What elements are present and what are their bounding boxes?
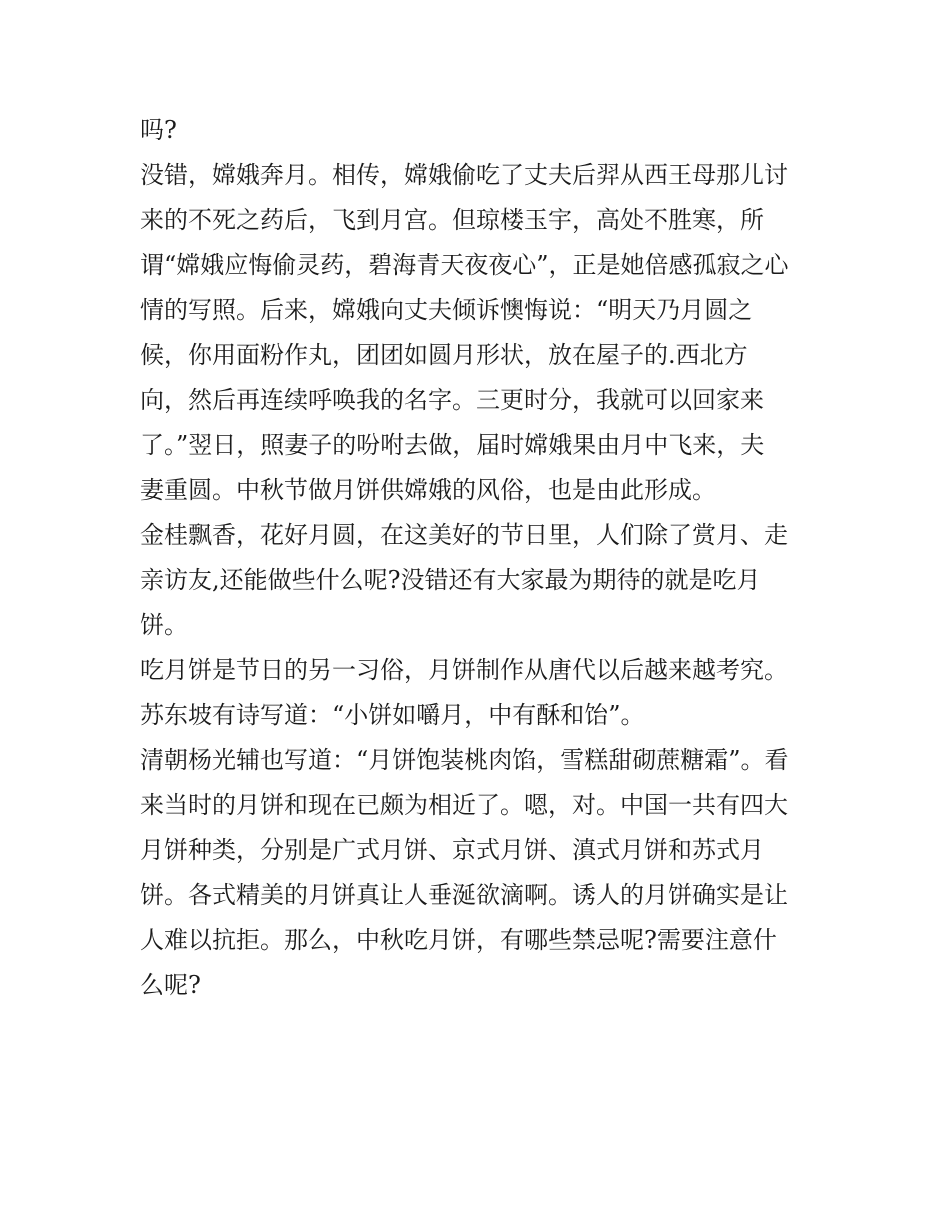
text-line: 吃月饼是节日的另一习俗，月饼制作从唐代以后越来越考究。 bbox=[140, 656, 788, 684]
text-line: 来的不死之药后，飞到月宫。但琼楼玉宇，高处不胜寒，所 bbox=[140, 206, 764, 234]
text-line: 来当时的月饼和现在已颇为相近了。嗯，对。中国一共有四大 bbox=[140, 791, 788, 819]
text-line: 了。”翌日，照妻子的吩咐去做，届时嫦娥果由月中飞来，夫 bbox=[140, 431, 765, 459]
text-line: 妻重圆。中秋节做月饼供嫦娥的风俗，也是由此形成。 bbox=[140, 476, 716, 504]
text-line: 月饼种类，分别是广式月饼、京式月饼、滇式月饼和苏式月 bbox=[140, 836, 764, 864]
text-line: 吗? bbox=[140, 116, 177, 144]
text-line: 向，然后再连续呼唤我的名字。三更时分，我就可以回家来 bbox=[140, 386, 764, 414]
text-line: 没错，嫦娥奔月。相传，嫦娥偷吃了丈夫后羿从西王母那儿讨 bbox=[140, 161, 788, 189]
text-line: 候，你用面粉作丸，团团如圆月形状，放在屋子的.西北方 bbox=[140, 341, 748, 369]
text-line: 人难以抗拒。那么，中秋吃月饼，有哪些禁忌呢?需要注意什 bbox=[140, 926, 777, 954]
text-line: 苏东坡有诗写道：“小饼如嚼月，中有酥和饴”。 bbox=[140, 701, 645, 729]
text-line: 谓“嫦娥应悔偷灵药，碧海青天夜夜心”，正是她倍感孤寂之心 bbox=[140, 251, 789, 279]
text-line: 亲访友,还能做些什么呢?没错还有大家最为期待的就是吃月 bbox=[140, 566, 761, 594]
text-line: 情的写照。后来，嫦娥向丈夫倾诉懊悔说：“明天乃月圆之 bbox=[140, 296, 753, 324]
text-line: 饼。 bbox=[140, 611, 188, 639]
body-text bbox=[140, 108, 820, 1008]
text-line: 金桂飘香，花好月圆，在这美好的节日里，人们除了赏月、走 bbox=[140, 521, 788, 549]
text-line: 饼。各式精美的月饼真让人垂涎欲滴啊。诱人的月饼确实是让 bbox=[140, 881, 788, 909]
text-line: 么呢? bbox=[140, 971, 201, 999]
text-line: 清朝杨光辅也写道：“月饼饱装桃肉馅，雪糕甜砌蔗糖霜”。看 bbox=[140, 746, 789, 774]
